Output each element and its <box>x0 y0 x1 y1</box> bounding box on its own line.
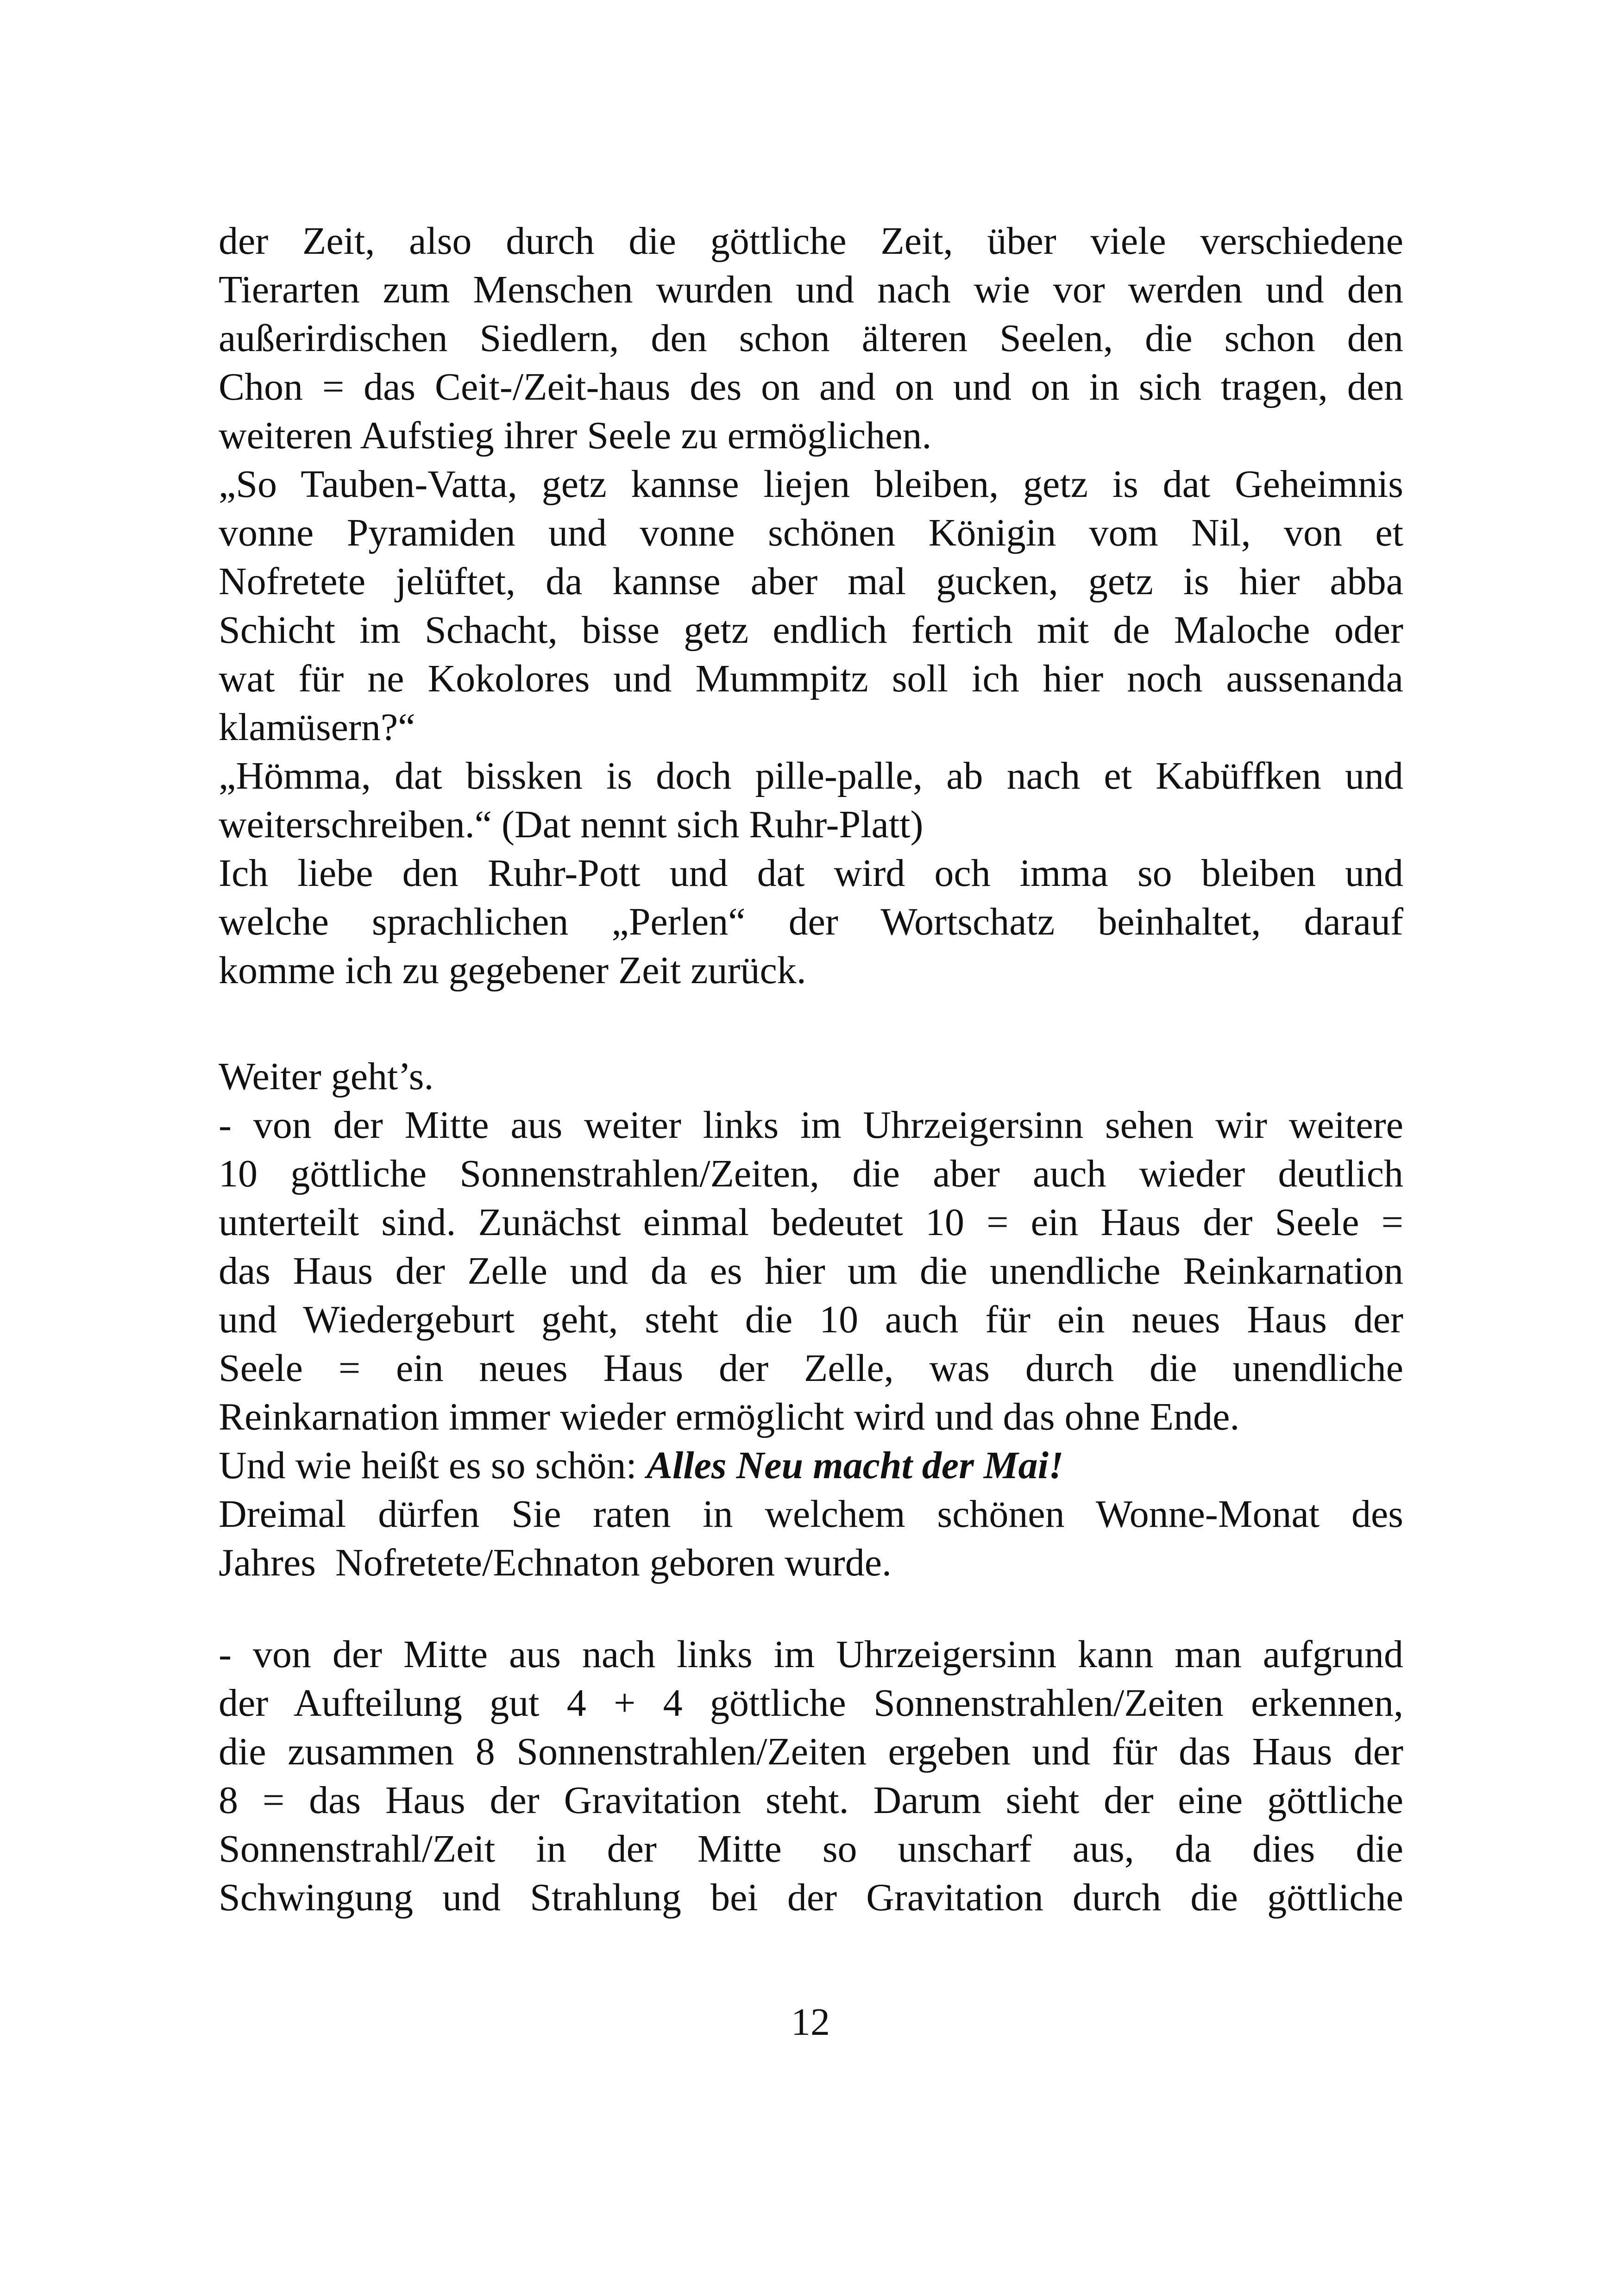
text-line: Seele = ein neues Haus der Zelle, was durch die unendliche <box>219 1347 1403 1390</box>
paragraph-4 <box>219 849 1403 995</box>
paragraph-9 <box>219 1630 1403 1922</box>
text-line: Schwingung und Strahlung bei der Gravitation durch die göttliche <box>219 1876 1403 1919</box>
body-text-2 <box>219 1052 1403 1587</box>
text-line: wat für ne Kokolores und Mummpitz soll ich hier noch aussenanda <box>219 657 1403 700</box>
text-line: klamüsern?“ <box>219 706 415 749</box>
text-line: 8 = das Haus der Gravitation steht. Darum sieht der eine göttliche <box>219 1779 1403 1822</box>
text-line: komme ich zu gegebener Zeit zurück. <box>219 949 806 992</box>
text-line: Chon = das Ceit-/Zeit-haus des on and on und on in sich tragen, den <box>219 365 1403 408</box>
paragraph-8 <box>219 1490 1403 1587</box>
body-text <box>219 217 1403 995</box>
paragraph-5 <box>219 1052 1403 1101</box>
text-line <box>219 1441 1403 1490</box>
text-line: das Haus der Zelle und da es hier um die unendliche Reinkarnation <box>219 1249 1403 1292</box>
text-line: „Hömma, dat bissken is doch pille-palle, ab nach et Kabüffken und <box>219 754 1403 797</box>
text-line: Schicht im Schacht, bisse getz endlich fertich mit de Maloche oder <box>219 609 1403 652</box>
text-line: weiteren Aufstieg ihrer Seele zu ermöglichen. <box>219 414 932 457</box>
text-line: Sonnenstrahl/Zeit in der Mitte so unscharf aus, da dies die <box>219 1827 1403 1870</box>
paragraph-7 <box>219 1441 1403 1490</box>
text-line: Nofretete jelüftet, da kannse aber mal gucken, getz is hier abba <box>219 560 1403 603</box>
text-line: welche sprachlichen „Perlen“ der Wortschatz beinhaltet, darauf <box>219 900 1403 943</box>
text-line: Weiter geht’s. <box>219 1055 434 1098</box>
text-lead: Und wie heißt es so schön: <box>219 1444 647 1487</box>
text-line: „So Tauben-Vatta, getz kannse liejen bleiben, getz is dat Geheimnis <box>219 463 1403 506</box>
body-text-3 <box>219 1630 1403 1922</box>
paragraph-6 <box>219 1101 1403 1441</box>
text-line: vonne Pyramiden und vonne schönen Königin vom Nil, von et <box>219 511 1403 554</box>
page-number: 12 <box>791 2001 830 2044</box>
text-line: weiterschreiben.“ (Dat nennt sich Ruhr-Platt) <box>219 803 924 846</box>
text-line: - von der Mitte aus nach links im Uhrzeigersinn kann man aufgrund <box>219 1633 1403 1676</box>
paragraph-1 <box>219 217 1403 460</box>
text-line: unterteilt sind. Zunächst einmal bedeutet 10 = ein Haus der Seele = <box>219 1201 1403 1244</box>
text-line: Reinkarnation immer wieder ermöglicht wird und das ohne Ende. <box>219 1395 1240 1438</box>
text-line: außerirdischen Siedlern, den schon älteren Seelen, die schon den <box>219 317 1403 360</box>
text-line: Dreimal dürfen Sie raten in welchem schönen Wonne-Monat des <box>219 1493 1403 1536</box>
emphasis-text: Alles Neu macht der Mai! <box>646 1444 1064 1487</box>
text-line: die zusammen 8 Sonnenstrahlen/Zeiten ergeben und für das Haus der <box>219 1730 1403 1773</box>
paragraph-3 <box>219 752 1403 849</box>
text-line: Tierarten zum Menschen wurden und nach wie vor werden und den <box>219 268 1403 311</box>
paragraph-2 <box>219 460 1403 752</box>
text-line: 10 göttliche Sonnenstrahlen/Zeiten, die aber auch wieder deutlich <box>219 1152 1403 1195</box>
text-line: Jahres Nofretete/Echnaton geboren wurde. <box>219 1541 892 1584</box>
text-line: Ich liebe den Ruhr-Pott und dat wird och imma so bleiben und <box>219 852 1403 895</box>
text-line: - von der Mitte aus weiter links im Uhrzeigersinn sehen wir weitere <box>219 1104 1403 1147</box>
text-line: der Aufteilung gut 4 + 4 göttliche Sonnenstrahlen/Zeiten erkennen, <box>219 1681 1403 1725</box>
text-line: der Zeit, also durch die göttliche Zeit, über viele verschiedene <box>219 220 1403 263</box>
text-line: und Wiedergeburt geht, steht die 10 auch für ein neues Haus der <box>219 1298 1403 1341</box>
